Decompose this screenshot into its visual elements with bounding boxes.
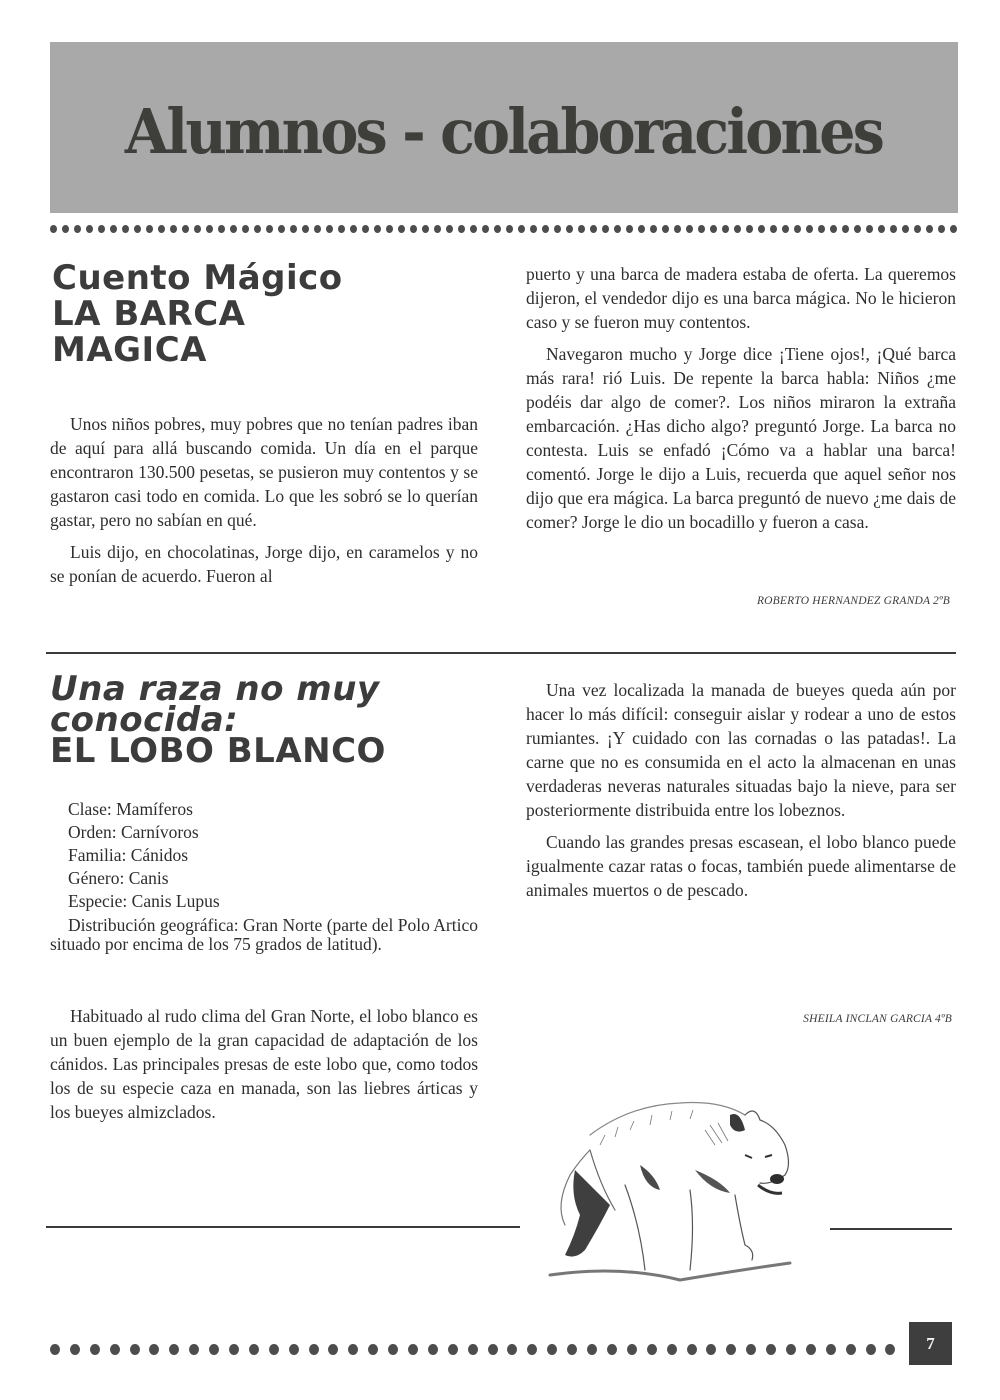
dot-ornament (194, 225, 201, 233)
dot-ornament (398, 225, 405, 233)
dot-ornament (710, 225, 717, 233)
article1-title (52, 260, 343, 368)
paragraph: Navegaron mucho y Jorge dice ¡Tiene ojos!, ¡Qué barca más rara! rió Luis. De repente la barca habla: Niños ¿me podéis dar algo de comer?. Los niños miraron la extraña embarcación. ¿Has dicho algo? preguntó Jorge. La barca no contesta. Luis se enfadó ¡Cómo va a hablar una barca! comentó. Jorge le dijo a Luis, recuerda que aquel señor nos dijo que era mágica. La barca preguntó de nuevo ¿me dais de comer? Jorge le dio un bocadillo y fueron a casa. (526, 344, 956, 532)
dot-ornament (468, 1344, 478, 1355)
dot-ornament (182, 225, 189, 233)
paragraph: Luis dijo, en chocolatinas, Jorge dijo, en caramelos y no se ponían de acuerdo. Fueron al (50, 542, 478, 586)
dot-ornament (746, 1344, 756, 1355)
dot-ornament (846, 1344, 856, 1355)
paragraph: Habituado al rudo clima del Gran Norte, el lobo blanco es un buen ejemplo de la gran capacidad de adaptación de los cánidos. Las principales presas de este lobo que, como todos los de su especie caza en manada, son las liebres árticas y los bueyes almizclados. (50, 1006, 478, 1122)
dot-ornament (110, 1344, 120, 1355)
dot-ornament (782, 225, 789, 233)
dot-ornament (428, 1344, 438, 1355)
dot-ornament (90, 1344, 100, 1355)
dot-ornament (158, 225, 165, 233)
dot-ornament (698, 225, 705, 233)
dot-ornament (527, 1344, 537, 1355)
dot-ornament (662, 225, 669, 233)
paragraph: Unos niños pobres, muy pobres que no tenían padres iban de aquí para allá buscando comida. Un día en el parque encontraron 130.500 pesetas, se pusieron muy contentos y se gastaron casi todo en comida. Lo que les sobró se lo querían gastar, pero no sabían en qué. (50, 414, 478, 530)
dot-ornament (422, 225, 429, 233)
dot-ornament (269, 1344, 279, 1355)
dot-ornament (627, 1344, 637, 1355)
dot-ornament (638, 225, 645, 233)
page-number-badge (909, 1322, 952, 1365)
dot-ornament (506, 225, 513, 233)
taxonomy-item: Especie: Canis Lupus (68, 891, 220, 911)
dot-ornament (602, 225, 609, 233)
dot-ornament (278, 225, 285, 233)
dot-ornament (254, 225, 261, 233)
dot-ornament (488, 1344, 498, 1355)
dot-ornament (328, 1344, 338, 1355)
dot-ornament (674, 225, 681, 233)
page-number: 7 (926, 1333, 935, 1353)
dot-ornament (950, 225, 957, 233)
dot-ornament (110, 225, 117, 233)
dot-ornament (726, 1344, 736, 1355)
dot-ornament (62, 225, 69, 233)
dot-ornament (794, 225, 801, 233)
dot-ornament (590, 225, 597, 233)
dot-ornament (746, 225, 753, 233)
dot-ornament (770, 225, 777, 233)
dot-ornament (386, 225, 393, 233)
dot-ornament (758, 225, 765, 233)
section-divider-rule (46, 652, 956, 654)
dotted-divider-top (50, 225, 958, 237)
dot-ornament (866, 225, 873, 233)
dot-ornament (866, 1344, 876, 1355)
dot-ornament (734, 225, 741, 233)
dot-ornament (249, 1344, 259, 1355)
dot-ornament (578, 225, 585, 233)
dot-ornament (686, 225, 693, 233)
dot-ornament (149, 1344, 159, 1355)
dot-ornament (482, 225, 489, 233)
dot-ornament (209, 1344, 219, 1355)
dot-ornament (206, 225, 213, 233)
dot-ornament (706, 1344, 716, 1355)
article2-right-column (526, 678, 956, 910)
dot-ornament (926, 225, 933, 233)
dot-ornament (566, 225, 573, 233)
dot-ornament (266, 225, 273, 233)
dot-ornament (878, 225, 885, 233)
dot-ornament (169, 1344, 179, 1355)
dot-ornament (818, 225, 825, 233)
dot-ornament (242, 225, 249, 233)
dot-ornament (326, 225, 333, 233)
wolf-taxonomy-list (50, 798, 478, 954)
dot-ornament (130, 1344, 140, 1355)
dot-ornament (134, 225, 141, 233)
dot-ornament (518, 225, 525, 233)
dot-ornament (170, 225, 177, 233)
paragraph: Cuando las grandes presas escasean, el lobo blanco puede igualmente cazar ratas o focas, también puede alimentarse de animales muertos o de pescado. (526, 832, 956, 900)
bottom-rule-left (46, 1226, 520, 1228)
dot-ornament (766, 1344, 776, 1355)
dot-ornament (50, 1344, 60, 1355)
dot-ornament (434, 225, 441, 233)
dot-ornament (507, 1344, 517, 1355)
bottom-rule-right (830, 1228, 952, 1230)
dot-ornament (806, 225, 813, 233)
taxonomy-item: Orden: Carnívoros (68, 822, 199, 842)
article2-author-credit: SHEILA INCLAN GARCIA 4ºB (803, 1013, 952, 1025)
article2-left-column (50, 1004, 478, 1132)
dot-ornament (626, 225, 633, 233)
article1-author-credit: ROBERTO HERNANDEZ GRANDA 2ºB (756, 595, 950, 607)
dot-ornament (302, 225, 309, 233)
dot-ornament (146, 225, 153, 233)
dot-ornament (687, 1344, 697, 1355)
dot-ornament (826, 1344, 836, 1355)
dot-ornament (374, 225, 381, 233)
article2-title-line: Una raza no muy (50, 669, 380, 709)
dot-ornament (458, 225, 465, 233)
dot-ornament (667, 1344, 677, 1355)
dot-ornament (542, 225, 549, 233)
dot-ornament (50, 225, 57, 233)
dot-ornament (218, 225, 225, 233)
dot-ornament (547, 1344, 557, 1355)
article2-title-line: conocida: (50, 700, 239, 740)
dot-ornament (86, 225, 93, 233)
dot-ornament (448, 1344, 458, 1355)
dot-ornament (350, 225, 357, 233)
dot-ornament (607, 1344, 617, 1355)
dot-ornament (290, 225, 297, 233)
dot-ornament (567, 1344, 577, 1355)
dot-ornament (722, 225, 729, 233)
dot-ornament (842, 225, 849, 233)
dot-ornament (914, 225, 921, 233)
wolf-illustration-icon (530, 1075, 810, 1300)
dot-ornament (408, 1344, 418, 1355)
article1-right-column (526, 262, 956, 542)
dot-ornament (74, 225, 81, 233)
dot-ornament (647, 1344, 657, 1355)
taxonomy-item: Género: Canis (68, 868, 169, 888)
dot-ornament (309, 1344, 319, 1355)
dot-ornament (189, 1344, 199, 1355)
paragraph: puerto y una barca de madera estaba de oferta. La queremos dijeron, el vendedor dijo es una barca mágica. No le hicieron caso y se fueron muy contentos. (526, 264, 956, 332)
article1-title-line: LA BARCA (52, 294, 246, 334)
dot-ornament (885, 1344, 895, 1355)
dot-ornament (554, 225, 561, 233)
dot-ornament (806, 1344, 816, 1355)
section-banner (50, 42, 958, 213)
dot-ornament (830, 225, 837, 233)
article2-title-line: EL LOBO BLANCO (50, 731, 386, 771)
section-title: Alumnos - colaboraciones (125, 95, 883, 168)
taxonomy-item: Familia: Cánidos (68, 845, 189, 865)
dot-ornament (587, 1344, 597, 1355)
paragraph: Una vez localizada la manada de bueyes queda aún por hacer lo más difícil: conseguir aislar y rodear a uno de estos rumiantes. ¡Y cuidado con las cornadas o las patadas!. La carne que no es consumida en el acto la almacenan en unas verdaderas neveras naturales situadas bajo la nieve, para ser posteriormente distribuida entre los lobeznos. (526, 680, 956, 820)
article1-title-line: MAGICA (52, 330, 207, 370)
taxonomy-item: Clase: Mamíferos (68, 799, 193, 819)
dot-ornament (902, 225, 909, 233)
dot-ornament (362, 225, 369, 233)
dot-ornament (314, 225, 321, 233)
dot-ornament (890, 225, 897, 233)
dot-ornament (338, 225, 345, 233)
taxonomy-distribution: Distribución geográfica: Gran Norte (parte del Polo Artico situado por encima de los 75 grados de latitud). (50, 915, 478, 954)
dot-ornament (470, 225, 477, 233)
dot-ornament (446, 225, 453, 233)
dotted-divider-bottom (50, 1344, 896, 1356)
dot-ornament (98, 225, 105, 233)
dot-ornament (122, 225, 129, 233)
dot-ornament (368, 1344, 378, 1355)
dot-ornament (230, 225, 237, 233)
dot-ornament (786, 1344, 796, 1355)
dot-ornament (388, 1344, 398, 1355)
dot-ornament (229, 1344, 239, 1355)
dot-ornament (938, 225, 945, 233)
dot-ornament (530, 225, 537, 233)
article1-title-line: Cuento Mágico (52, 258, 343, 298)
dot-ornament (410, 225, 417, 233)
dot-ornament (70, 1344, 80, 1355)
dot-ornament (289, 1344, 299, 1355)
dot-ornament (854, 225, 861, 233)
dot-ornament (494, 225, 501, 233)
article1-left-column (50, 412, 478, 596)
article2-title (50, 669, 386, 771)
dot-ornament (348, 1344, 358, 1355)
dot-ornament (614, 225, 621, 233)
dot-ornament (650, 225, 657, 233)
